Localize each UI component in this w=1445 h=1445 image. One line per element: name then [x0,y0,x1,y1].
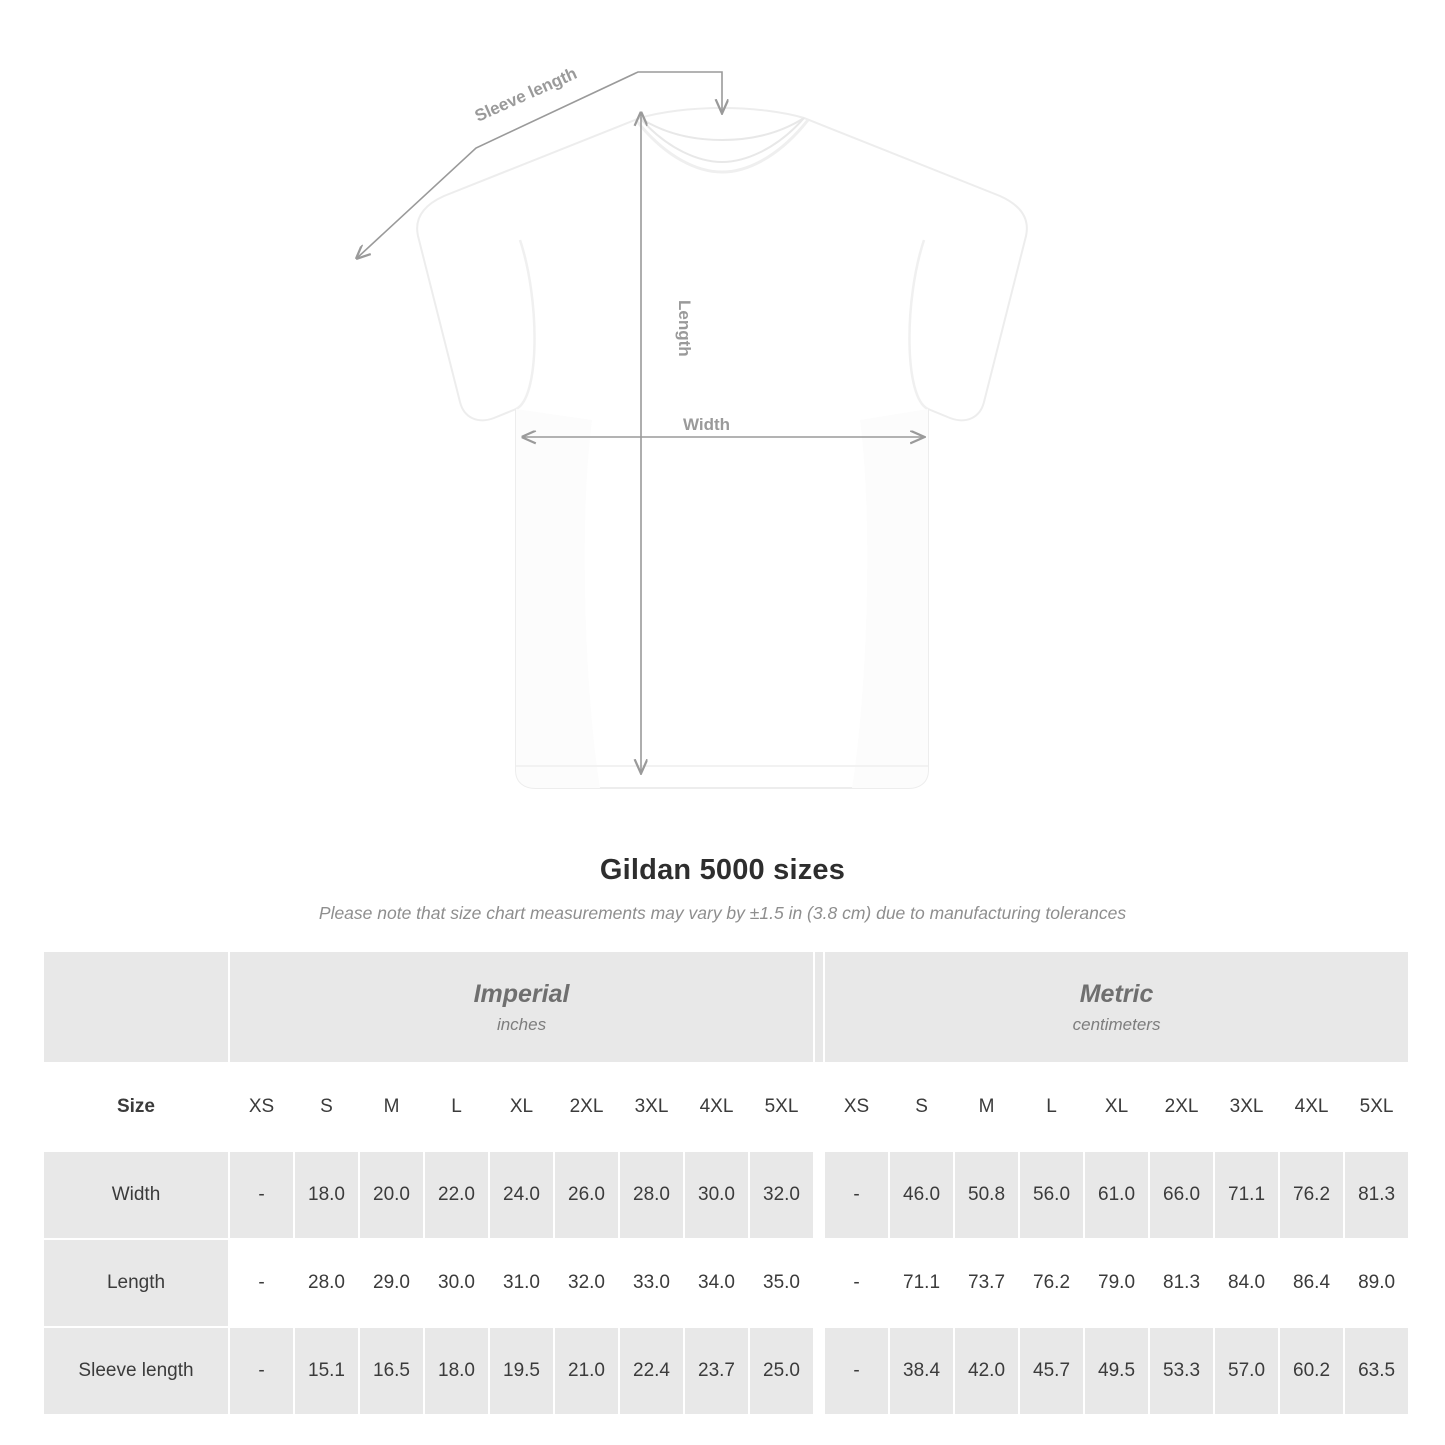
cell-width-metric-3xl: 71.1 [1214,1151,1279,1239]
table-row [43,1239,1409,1327]
cell-length-metric-l: 76.2 [1019,1239,1084,1327]
cell-length-imperial-xs: - [229,1239,294,1327]
cell-sleeve-imperial-l: 18.0 [424,1327,489,1415]
cell-length-imperial-4xl: 34.0 [684,1239,749,1327]
cell-width-imperial-m: 20.0 [359,1151,424,1239]
cell-sleeve-metric-3xl: 57.0 [1214,1327,1279,1415]
table-row [43,1327,1409,1415]
cell-length-metric-m: 73.7 [954,1239,1019,1327]
row-label-length: Length [43,1239,229,1327]
chart-title: Gildan 5000 sizes [599,854,846,886]
size-header-imperial-s: S [294,1063,359,1151]
cell-sleeve-metric-4xl: 60.2 [1279,1327,1344,1415]
cell-sleeve-imperial-xl: 19.5 [489,1327,554,1415]
row-gap-length [814,1239,824,1327]
chart-note: Please note that size chart measurements may vary by ±1.5 in (3.8 cm) due to manufacturing tolerances [318,903,1127,923]
width-label: Width [683,415,731,434]
row-label-sleeve-length: Sleeve length [43,1327,229,1415]
cell-width-imperial-2xl: 26.0 [554,1151,619,1239]
size-header-label: Size [43,1063,229,1151]
cell-sleeve-imperial-4xl: 23.7 [684,1327,749,1415]
cell-sleeve-metric-xl: 49.5 [1084,1327,1149,1415]
cell-length-metric-3xl: 84.0 [1214,1239,1279,1327]
cell-width-imperial-s: 18.0 [294,1151,359,1239]
cell-width-metric-xs: - [824,1151,889,1239]
cell-sleeve-imperial-m: 16.5 [359,1327,424,1415]
cell-width-imperial-3xl: 28.0 [619,1151,684,1239]
unit-sub-imperial: inches [496,1014,547,1034]
row-label-width: Width [43,1151,229,1239]
cell-length-imperial-xl: 31.0 [489,1239,554,1327]
cell-length-metric-s: 71.1 [889,1239,954,1327]
size-table [42,950,1410,1416]
length-label: Length [675,300,694,357]
size-header-row [43,1063,1409,1151]
cell-length-metric-5xl: 89.0 [1344,1239,1409,1327]
size-header-metric-xs: XS [824,1063,889,1151]
cell-width-imperial-4xl: 30.0 [684,1151,749,1239]
cell-width-metric-l: 56.0 [1019,1151,1084,1239]
size-header-metric-3xl: 3XL [1214,1063,1279,1151]
title-block [0,830,1445,924]
cell-sleeve-imperial-3xl: 22.4 [619,1327,684,1415]
size-header-metric-2xl: 2XL [1149,1063,1214,1151]
table-row [43,1151,1409,1239]
cell-sleeve-metric-xs: - [824,1327,889,1415]
cell-width-metric-4xl: 76.2 [1279,1151,1344,1239]
cell-length-imperial-5xl: 35.0 [749,1239,814,1327]
tshirt-shape [417,108,1027,788]
size-header-imperial-xl: XL [489,1063,554,1151]
cell-length-metric-xs: - [824,1239,889,1327]
cell-sleeve-imperial-xs: - [229,1327,294,1415]
cell-width-metric-xl: 61.0 [1084,1151,1149,1239]
size-header-metric-xl: XL [1084,1063,1149,1151]
cell-length-metric-xl: 79.0 [1084,1239,1149,1327]
cell-length-imperial-2xl: 32.0 [554,1239,619,1327]
size-header-imperial-3xl: 3XL [619,1063,684,1151]
cell-sleeve-imperial-5xl: 25.0 [749,1327,814,1415]
unit-header-blank [43,951,229,1063]
cell-sleeve-imperial-2xl: 21.0 [554,1327,619,1415]
size-header-imperial-2xl: 2XL [554,1063,619,1151]
cell-sleeve-imperial-s: 15.1 [294,1327,359,1415]
cell-length-imperial-s: 28.0 [294,1239,359,1327]
cell-sleeve-metric-s: 38.4 [889,1327,954,1415]
cell-sleeve-metric-l: 45.7 [1019,1327,1084,1415]
unit-name-imperial: Imperial [473,980,570,1009]
size-header-imperial-4xl: 4XL [684,1063,749,1151]
cell-width-imperial-xl: 24.0 [489,1151,554,1239]
cell-width-imperial-l: 22.0 [424,1151,489,1239]
size-header-metric-m: M [954,1063,1019,1151]
size-header-metric-4xl: 4XL [1279,1063,1344,1151]
unit-header-gap [814,951,824,1063]
size-header-imperial-5xl: 5XL [749,1063,814,1151]
cell-width-metric-5xl: 81.3 [1344,1151,1409,1239]
cell-width-imperial-5xl: 32.0 [749,1151,814,1239]
cell-width-metric-s: 46.0 [889,1151,954,1239]
cell-sleeve-metric-m: 42.0 [954,1327,1019,1415]
cell-length-metric-2xl: 81.3 [1149,1239,1214,1327]
cell-width-metric-m: 50.8 [954,1151,1019,1239]
cell-sleeve-metric-5xl: 63.5 [1344,1327,1409,1415]
size-header-metric-l: L [1019,1063,1084,1151]
unit-header-imperial [229,951,814,1063]
row-gap-sleeve [814,1327,824,1415]
size-header-imperial-m: M [359,1063,424,1151]
size-table-wrapper [42,950,1403,1416]
unit-header-metric [824,951,1409,1063]
header-gap [814,1063,824,1151]
unit-header-row [43,951,1409,1063]
size-header-imperial-xs: XS [229,1063,294,1151]
size-header-metric-5xl: 5XL [1344,1063,1409,1151]
unit-sub-metric: centimeters [1072,1014,1161,1034]
sleeve-length-label: Sleeve length [471,63,580,126]
cell-length-metric-4xl: 86.4 [1279,1239,1344,1327]
size-header-metric-s: S [889,1063,954,1151]
cell-width-imperial-xs: - [229,1151,294,1239]
cell-length-imperial-l: 30.0 [424,1239,489,1327]
cell-length-imperial-3xl: 33.0 [619,1239,684,1327]
cell-width-metric-2xl: 66.0 [1149,1151,1214,1239]
cell-length-imperial-m: 29.0 [359,1239,424,1327]
row-gap-width [814,1151,824,1239]
unit-name-metric: Metric [1079,980,1154,1009]
cell-sleeve-metric-2xl: 53.3 [1149,1327,1214,1415]
size-header-imperial-l: L [424,1063,489,1151]
